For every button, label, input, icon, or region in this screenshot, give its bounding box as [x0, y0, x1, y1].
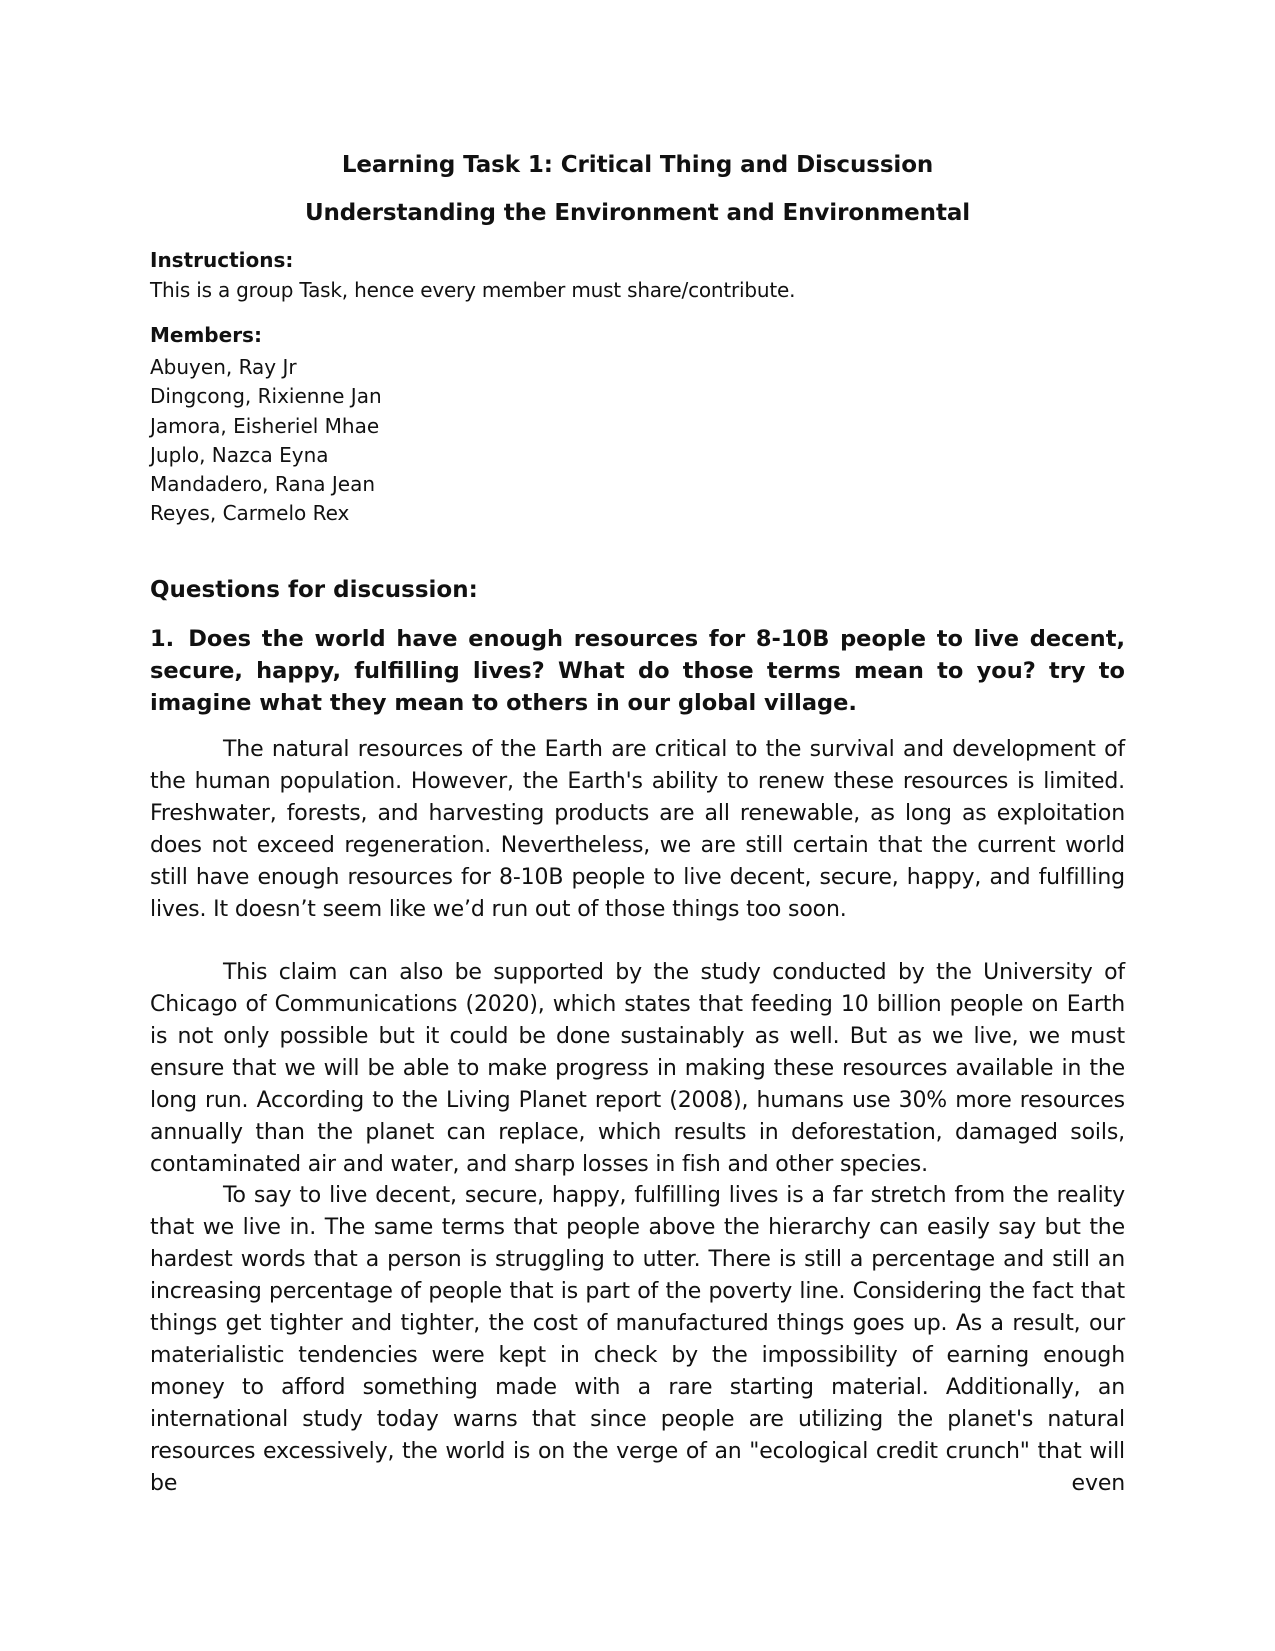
question-1 — [150, 623, 1125, 719]
instructions-text: This is a group Task, hence every member must share/contribute. — [150, 278, 796, 302]
questions-heading: Questions for discussion: — [150, 577, 478, 603]
member-name: Abuyen, Ray Jr — [150, 355, 297, 379]
document-title: Learning Task 1: Critical Thing and Discussion — [341, 152, 934, 178]
members-list — [150, 353, 382, 529]
member-name: Jamora, Eisheriel Mhae — [150, 413, 380, 438]
members-label: Members: — [150, 323, 262, 347]
answer-paragraph: This claim can also be supported by the study conducted by the University of Chicago of Communications (2020), which states that feeding 10 billion people on Earth is not only possible but it could be done sustainably as well. But as we live, we must ensure that we will be able to make progress in making these resources available in the long run. According to the Living Planet report (2008), humans use 30% more resources annually than the planet can replace, which results in deforestation, damaged soils, contaminated air and water, and sharp losses in fish and other species. — [150, 960, 1125, 1177]
member-name: Reyes, Carmelo Rex — [150, 501, 350, 526]
member-name: Juplo, Nazca Eyna — [150, 442, 329, 467]
answer-paragraph: The natural resources of the Earth are critical to the survival and development of the human population. However, the Earth's ability to renew these resources is limited. Freshwater, forests, and harvesting products are all renewable, as long as exploitation does not exceed regeneration. Nevertheless, we are still certain that the current world still have enough resources for 8-10B people to live decent, secure, happy, and fulfilling lives. It doesn’t seem like we’d run out of those things too soon. — [150, 737, 1125, 922]
answer-paragraph: To say to live decent, secure, happy, fulfilling lives is a far stretch from the reality that we live in. The same terms that people above the hierarchy can easily say but the hardest words that a person is struggling to utter. There is still a percentage and still an increasing percentage of people that is part of the poverty line. Considering the fact that things get tighter and tighter, the cost of manufactured things goes up. As a result, our materialistic tendencies were kept in check by the impossibility of earning enough money to afford something made with a rare starting material. Additionally, an international study today warns that since people are utilizing the planet's natural resources excessively, the world is on the verge of an "ecological credit crunch" that will be even — [150, 1183, 1125, 1496]
question-number: 1. — [150, 626, 175, 652]
instructions-label: Instructions: — [150, 248, 294, 272]
member-name: Mandadero, Rana Jean — [150, 472, 376, 497]
document-subtitle: Understanding the Environment and Environmental — [304, 200, 971, 226]
member-name: Dingcong, Rixienne Jan — [150, 384, 382, 409]
question-text: Does the world have enough resources for 8-10B people to live decent, secure, happy, fulfilling lives? What do those terms mean to you? try to imagine what they mean to others in our global village. — [150, 626, 1125, 716]
